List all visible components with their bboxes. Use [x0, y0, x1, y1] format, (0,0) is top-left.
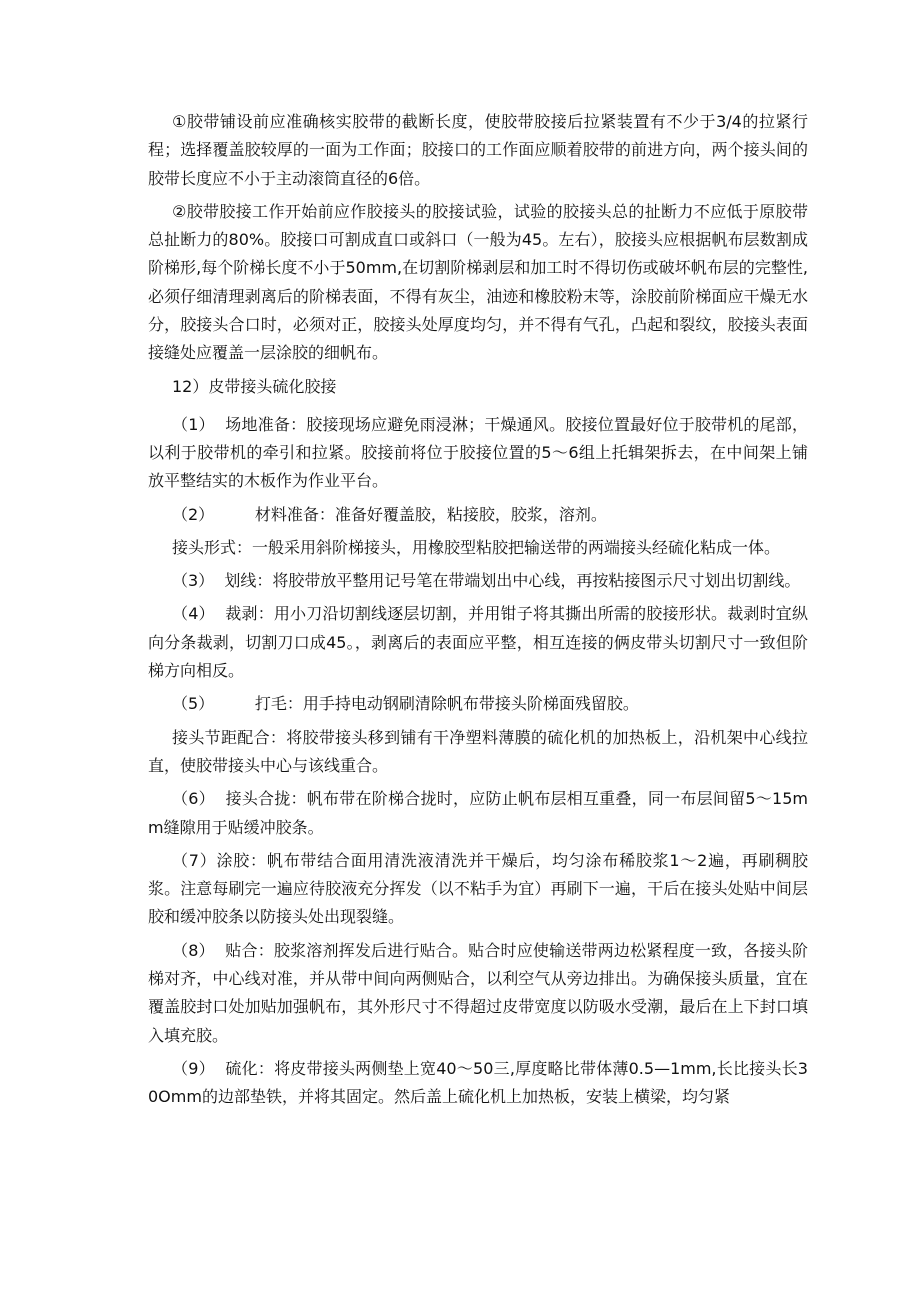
paragraph-cutting: （4） 裁剥：用小刀沿切割线逐层切割，并用钳子将其撕出所需的胶接形状。裁剥时宜纵向分条裁剥，切割刀口成45。，剥离后的表面应平整，相互连接的俩皮带头切割尺寸一致但阶梯方向相反。 — [148, 604, 808, 681]
paragraph-roughening: （5） 打毛：用手持电动钢刷清除帆布带接头阶梯面残留胶。 — [172, 694, 639, 714]
paragraph-bonding: （8） 贴合：胶浆溶剂挥发后进行贴合。贴合时应使输送带两边松紧程度一致，各接头阶梯对齐，中心线对准，并从带中间向两侧贴合，以利空气从旁边排出。为确保接头质量，宜在覆盖胶封口处加贴加强帆布，其外形尺寸不得超过皮带宽度以防吸水受潮，最后在上下封口填入填充胶。 — [148, 940, 808, 1045]
paragraph-glue-coating: （7）涂胶：帆布带结合面用清洗液清洗并干燥后，均匀涂布稀胶浆1～2遍，再刷稠胶浆。注意每刷完一遍应待胶液充分挥发（以不粘手为宜）再刷下一遍，干后在接头处贴中间层胶和缓冲胶条以防接头处出现裂缝。 — [148, 850, 808, 927]
paragraph-material-preparation: （2） 材料准备：准备好覆盖胶，粘接胶，胶浆，溶剂。 — [172, 504, 607, 524]
paragraph-vulcanizing: （9） 硫化：将皮带接头两侧垫上宽40～50三,厚度略比带体薄0.5—1mm,长比接头长30Omm的边部垫铁，并将其固定。然后盖上硫化机上加热板，安装上横梁，均匀紧 — [148, 1058, 808, 1107]
document-body — [148, 108, 808, 1117]
paragraph-joint-form: 接头形式：一般采用斜阶梯接头，用橡胶型粘胶把输送带的两端接头经硫化粘成一体。 — [172, 537, 781, 557]
section-heading-vulcanized-splice: 12）皮带接头硫化胶接 — [172, 376, 337, 396]
paragraph-joint-closing: （6） 接头合拢：帆布带在阶梯合拢时，应防止帆布层相互重叠，同一布层间留5～15mm缝隙用于贴缓冲胶条。 — [148, 789, 808, 837]
paragraph-site-preparation: （1） 场地准备：胶接现场应避免雨浸淋；干燥通风。胶接位置最好位于胶带机的尾部，以利于胶带机的牵引和拉紧。胶接前将位于胶接位置的5～6组上托辑架拆去，在中间架上铺放平整结实的木板作为作业平台。 — [148, 414, 808, 491]
paragraph-joint-pitch: 接头节距配合：将胶带接头移到铺有干净塑料薄膜的硫化机的加热板上，沿机架中心线拉直，使胶带接头中心与该线重合。 — [148, 727, 808, 775]
paragraph-belt-laying: ①胶带铺设前应准确核实胶带的截断长度，使胶带胶接后拉紧装置有不少于3/4的拉紧行程；选择覆盖胶较厚的一面为工作面；胶接口的工作面应顺着胶带的前进方向，两个接头间的胶带长度应不小于主动滚筒直径的6倍。 — [148, 112, 808, 188]
paragraph-marking: （3） 划线：将胶带放平整用记号笔在带端划出中心线，再按粘接图示尺寸划出切割线。 — [172, 571, 801, 591]
paragraph-splice-test: ②胶带胶接工作开始前应作胶接头的胶接试验，试验的胶接头总的扯断力不应低于原胶带总扯断力的80%。胶接口可割成直口或斜口（一般为45。左右），胶接头应根据帆布层数割成阶梯形,每个阶梯长度不小于50mm,在切割阶梯剥层和加工时不得切伤或破坏帆布层的完整性,必须仔细清理剥离后的阶梯表面，不得有灰尘，油迹和橡胶粉末等，涂胶前阶梯面应干燥无水分，胶接头合口时，必须对正，胶接头处厚度均匀，并不得有气孔，凸起和裂纹，胶接头表面接缝处应覆盖一层涂胶的细帆布。 — [148, 201, 808, 363]
